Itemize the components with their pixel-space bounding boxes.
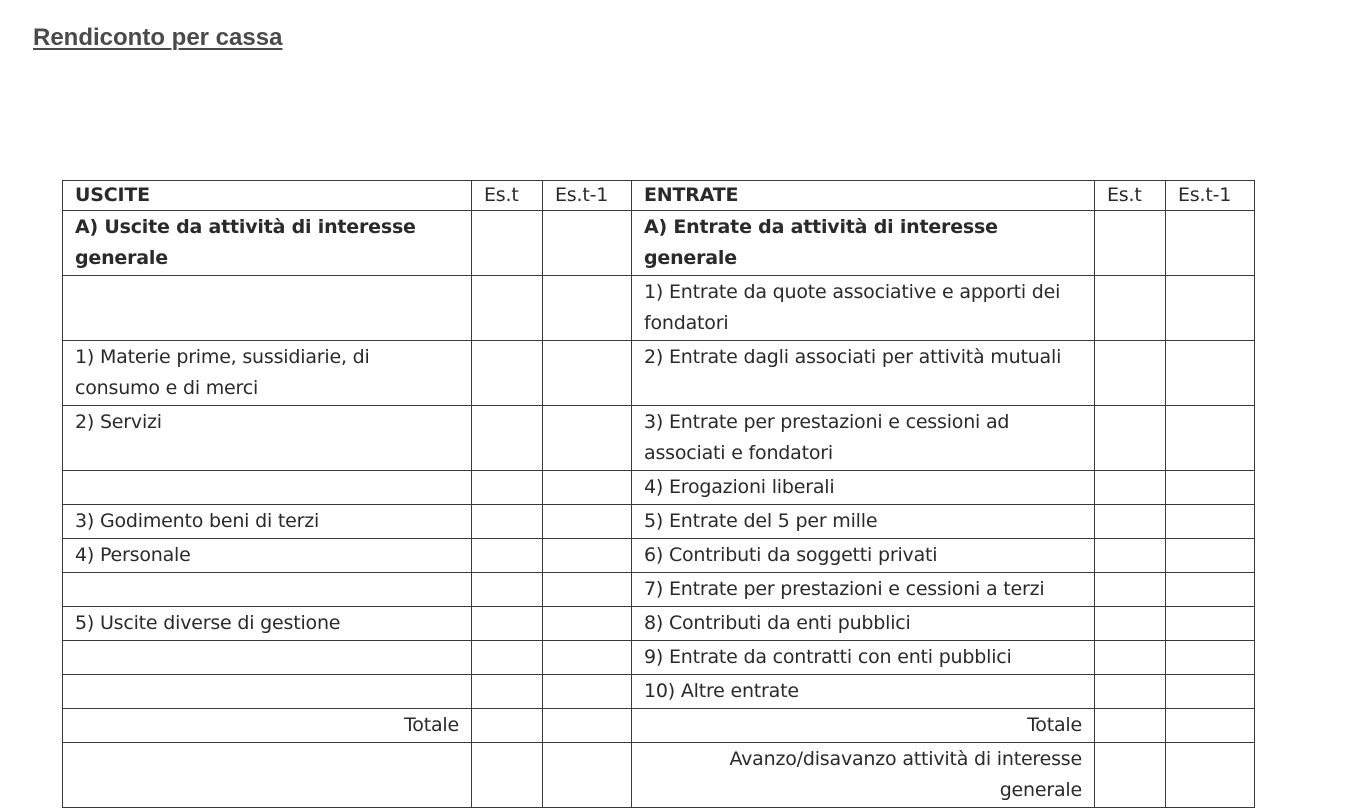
entrate-label: 9) Entrate da contratti con enti pubblici [632, 641, 1095, 675]
table-row [63, 505, 1255, 539]
entrate-label: 4) Erogazioni liberali [632, 471, 1095, 505]
uscite-label: A) Uscite da attività di interesse generale [63, 211, 472, 276]
uscite-es-t1 [543, 675, 632, 709]
entrate-label: 6) Contributi da soggetti privati [632, 539, 1095, 573]
table-row [63, 471, 1255, 505]
uscite-label: 2) Servizi [63, 406, 472, 471]
uscite-es-t1 [543, 505, 632, 539]
uscite-es-t1 [543, 276, 632, 341]
table-row [63, 406, 1255, 471]
table-row [63, 276, 1255, 341]
avanzo-label: Avanzo/disavanzo attività di interesse generale [632, 743, 1095, 808]
uscite-es-t1 [543, 341, 632, 406]
uscite-label [63, 276, 472, 341]
entrate-es-t1 [1166, 641, 1255, 675]
avanzo-es-t [1095, 743, 1166, 808]
uscite-es-t [472, 607, 543, 641]
entrate-es-t [1095, 341, 1166, 406]
table-row [63, 573, 1255, 607]
entrate-label: 2) Entrate dagli associati per attività mutuali [632, 341, 1095, 406]
uscite-es-t1 [543, 471, 632, 505]
entrate-label: 10) Altre entrate [632, 675, 1095, 709]
header-entrate-es-t1: Es.t-1 [1166, 181, 1255, 211]
uscite-es-t1 [543, 539, 632, 573]
entrate-es-t [1095, 539, 1166, 573]
uscite-es-t [472, 341, 543, 406]
table-row [63, 211, 1255, 276]
table-row [63, 675, 1255, 709]
totals-row [63, 709, 1255, 743]
uscite-es-t [472, 573, 543, 607]
entrate-es-t1 [1166, 471, 1255, 505]
entrate-es-t1 [1166, 573, 1255, 607]
page-title: Rendiconto per cassa [33, 24, 283, 51]
uscite-es-t [472, 471, 543, 505]
uscite-es-t [472, 505, 543, 539]
uscite-es-t [472, 641, 543, 675]
totale-entrate-es-t1 [1166, 709, 1255, 743]
entrate-es-t1 [1166, 276, 1255, 341]
uscite-es-t [472, 211, 543, 276]
entrate-es-t1 [1166, 406, 1255, 471]
table-row [63, 341, 1255, 406]
avanzo-row [63, 743, 1255, 808]
entrate-es-t1 [1166, 341, 1255, 406]
entrate-es-t [1095, 276, 1166, 341]
table-header-row [63, 181, 1255, 211]
uscite-es-t1 [543, 573, 632, 607]
entrate-es-t1 [1166, 675, 1255, 709]
entrate-label: 7) Entrate per prestazioni e cessioni a terzi [632, 573, 1095, 607]
entrate-label: A) Entrate da attività di interesse generale [632, 211, 1095, 276]
uscite-es-t [472, 276, 543, 341]
entrate-es-t [1095, 573, 1166, 607]
entrate-label: 1) Entrate da quote associative e apporti dei fondatori [632, 276, 1095, 341]
uscite-es-t1 [543, 406, 632, 471]
totale-uscite-es-t1 [543, 709, 632, 743]
entrate-es-t [1095, 211, 1166, 276]
entrate-label: 8) Contributi da enti pubblici [632, 607, 1095, 641]
entrate-es-t1 [1166, 505, 1255, 539]
uscite-label: 1) Materie prime, sussidiarie, di consumo e di merci [63, 341, 472, 406]
entrate-es-t [1095, 607, 1166, 641]
avanzo-uscite-empty [63, 743, 472, 808]
header-entrate-es-t: Es.t [1095, 181, 1166, 211]
uscite-label [63, 573, 472, 607]
uscite-label: 4) Personale [63, 539, 472, 573]
uscite-label [63, 641, 472, 675]
totale-entrate-label: Totale [632, 709, 1095, 743]
uscite-label: 3) Godimento beni di terzi [63, 505, 472, 539]
avanzo-es-t1 [1166, 743, 1255, 808]
entrate-es-t [1095, 505, 1166, 539]
entrate-es-t1 [1166, 539, 1255, 573]
entrate-es-t [1095, 406, 1166, 471]
cash-statement-table [62, 180, 1255, 808]
entrate-es-t [1095, 471, 1166, 505]
header-uscite-es-t: Es.t [472, 181, 543, 211]
table-row [63, 539, 1255, 573]
entrate-label: 5) Entrate del 5 per mille [632, 505, 1095, 539]
avanzo-uscite-es-t [472, 743, 543, 808]
uscite-es-t1 [543, 607, 632, 641]
uscite-label [63, 471, 472, 505]
uscite-es-t [472, 675, 543, 709]
uscite-label [63, 675, 472, 709]
entrate-es-t [1095, 675, 1166, 709]
header-uscite-es-t1: Es.t-1 [543, 181, 632, 211]
totale-uscite-label: Totale [63, 709, 472, 743]
uscite-es-t1 [543, 641, 632, 675]
table-row [63, 607, 1255, 641]
entrate-es-t [1095, 641, 1166, 675]
uscite-es-t [472, 406, 543, 471]
header-entrate: ENTRATE [632, 181, 1095, 211]
header-uscite: USCITE [63, 181, 472, 211]
entrate-es-t1 [1166, 211, 1255, 276]
table-row [63, 641, 1255, 675]
entrate-es-t1 [1166, 607, 1255, 641]
uscite-es-t1 [543, 211, 632, 276]
totale-uscite-es-t [472, 709, 543, 743]
uscite-es-t [472, 539, 543, 573]
entrate-label: 3) Entrate per prestazioni e cessioni ad associati e fondatori [632, 406, 1095, 471]
avanzo-uscite-es-t1 [543, 743, 632, 808]
totale-entrate-es-t [1095, 709, 1166, 743]
uscite-label: 5) Uscite diverse di gestione [63, 607, 472, 641]
